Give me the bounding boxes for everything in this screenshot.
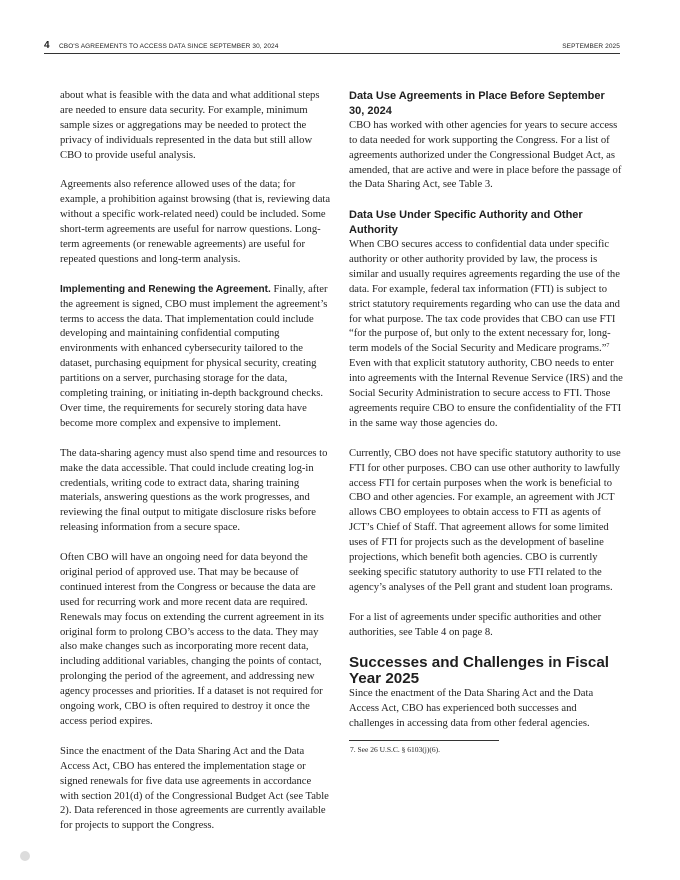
- paragraph-text: When CBO secures access to confidential data under specific authority or other authority provided by law, the process is similar and usually requires agreements regarding the use of the data. For example, federal tax information (FTI) is subject to strict statutory requirements regarding who can use the data and for what purpose. The tax code provides that CBO can use FTI “for the purpose of, but only to the extent necessary for, long-term models of the Social Security and Medicare programs.”: [349, 239, 620, 355]
- page-number: 4: [44, 40, 50, 51]
- paragraph: The data-sharing agency must also spend time and resources to make the data accessible. That could include creating log-in credentials, writing code to extract data, sharing training materials, answering questions as the work progresses, and reviewing the final output to mitigate disclosure risks before releasing information from a secure space.: [60, 447, 328, 534]
- paragraph-text: Finally, after the agreement is signed, CBO must implement the agreement’s terms to access the data. That implementation could include developing and maintaining confidential computing environments with enhanced cybersecurity tailored to the dataset, purchasing equipment for physical security, creating partitions on a server, purchasing storage for the data, completing training, or initiating in-depth background checks. Over time, the requirements for securely storing data have become more complex and expensive to implement.: [60, 283, 328, 429]
- section-heading: Data Use Under Specific Authority and Other Authority: [349, 209, 583, 237]
- paragraph: Since the enactment of the Data Sharing Act and the Data Access Act, CBO has experienced both successes and challenges in accessing data from other federal agencies.: [349, 688, 594, 730]
- footnote: 7. See 26 U.S.C. § 6103(j)(6).: [350, 745, 440, 755]
- paragraph: about what is feasible with the data and what additional steps are needed to ensure data security. For example, minimum sample sizes or aggregations may be needed to protect the privacy of individuals represented in the data but still allow CBO to provide useful analysis.: [60, 90, 320, 161]
- section-heading: Data Use Agreements in Place Before September 30, 2024: [349, 90, 605, 117]
- footnote-ref[interactable]: 7: [606, 343, 610, 350]
- paragraph-fti: [349, 238, 623, 432]
- paragraph: Often CBO will have an ongoing need for data beyond the original period of approved use. That may be because of continued interest from the Congress or because the data are used for recurring work and more recent data are required. Renewals may focus on extending the current agreement in its original form to prolong CBO’s access to the data. They may also make changes such as incorporating more recent data, including additional variables, changing the points of contact, prolonging the period of the agreement, and addressing new agency processes and priorities. If a dataset is not required for ongoing work, CBO is often required to destroy it once the access period expires.: [60, 552, 324, 727]
- cbo-logo-icon: [20, 851, 30, 861]
- running-title: CBO'S AGREEMENTS TO ACCESS DATA SINCE SEPTEMBER 30, 2024: [59, 43, 279, 50]
- paragraph: For a list of agreements under specific authorities and other authorities, see Table 4 on page 8.: [349, 611, 602, 638]
- paragraph: CBO has worked with other agencies for years to secure access to data needed for work supporting the Congress. For a list of agreements authorized under the Congressional Budget Act, as amended, that are active and were in place before the passage of the Data Sharing Act, see Table 3.: [349, 119, 622, 191]
- major-heading: Successes and Challenges in Fiscal Year 2025: [349, 654, 609, 687]
- paragraph: Agreements also reference allowed uses of the data; for example, a prohibition against browsing (that is, reviewing data without a specific work-related need) could be included. Some short-term agreements are useful for narrow questions. Long-term agreements (or renewable agreements) are useful for repeated questions and long-term analysis.: [60, 179, 331, 265]
- left-column: [60, 89, 332, 849]
- header-date: SEPTEMBER 2025: [562, 43, 620, 50]
- footnote-divider: [349, 740, 499, 741]
- run-in-heading: Implementing and Renewing the Agreement.: [60, 283, 271, 295]
- paragraph-implementing: [60, 283, 332, 432]
- paragraph: Since the enactment of the Data Sharing Act and the Data Access Act, CBO has entered the implementation stage or signed renewals for five data use agreements in accordance with section 201(d) of the Congressional Budget Act (see Table 2). Data referenced in those agreements are currently available for projects to support the Congress.: [60, 745, 329, 832]
- paragraph-text: Even with that explicit statutory authority, CBO needs to enter into agreements with the Internal Revenue Service (IRS) and the Social Security Administration to secure access to FTI. Those agreements require CBO to ensure the confidentiality of the FTI in the same way those agencies do.: [349, 358, 623, 429]
- running-header: [44, 40, 620, 54]
- right-column: [349, 89, 623, 755]
- paragraph: Currently, CBO does not have specific statutory authority to use FTI for other purposes. CBO can use other authority to lawfully access FTI for certain purposes when the work is beneficial to CBO and other agencies. For example, an agreement with JCT allows CBO employees to obtain access to FTI as agents of JCT’s Chief of Staff. That agreement allows for some limited uses of FTI for projects such as the development of baseline projections, which benefit both agencies. CBO is currently seeking specific statutory authority to use FTI related to the agency’s analyses of the Pell grant and student loan programs.: [349, 447, 621, 593]
